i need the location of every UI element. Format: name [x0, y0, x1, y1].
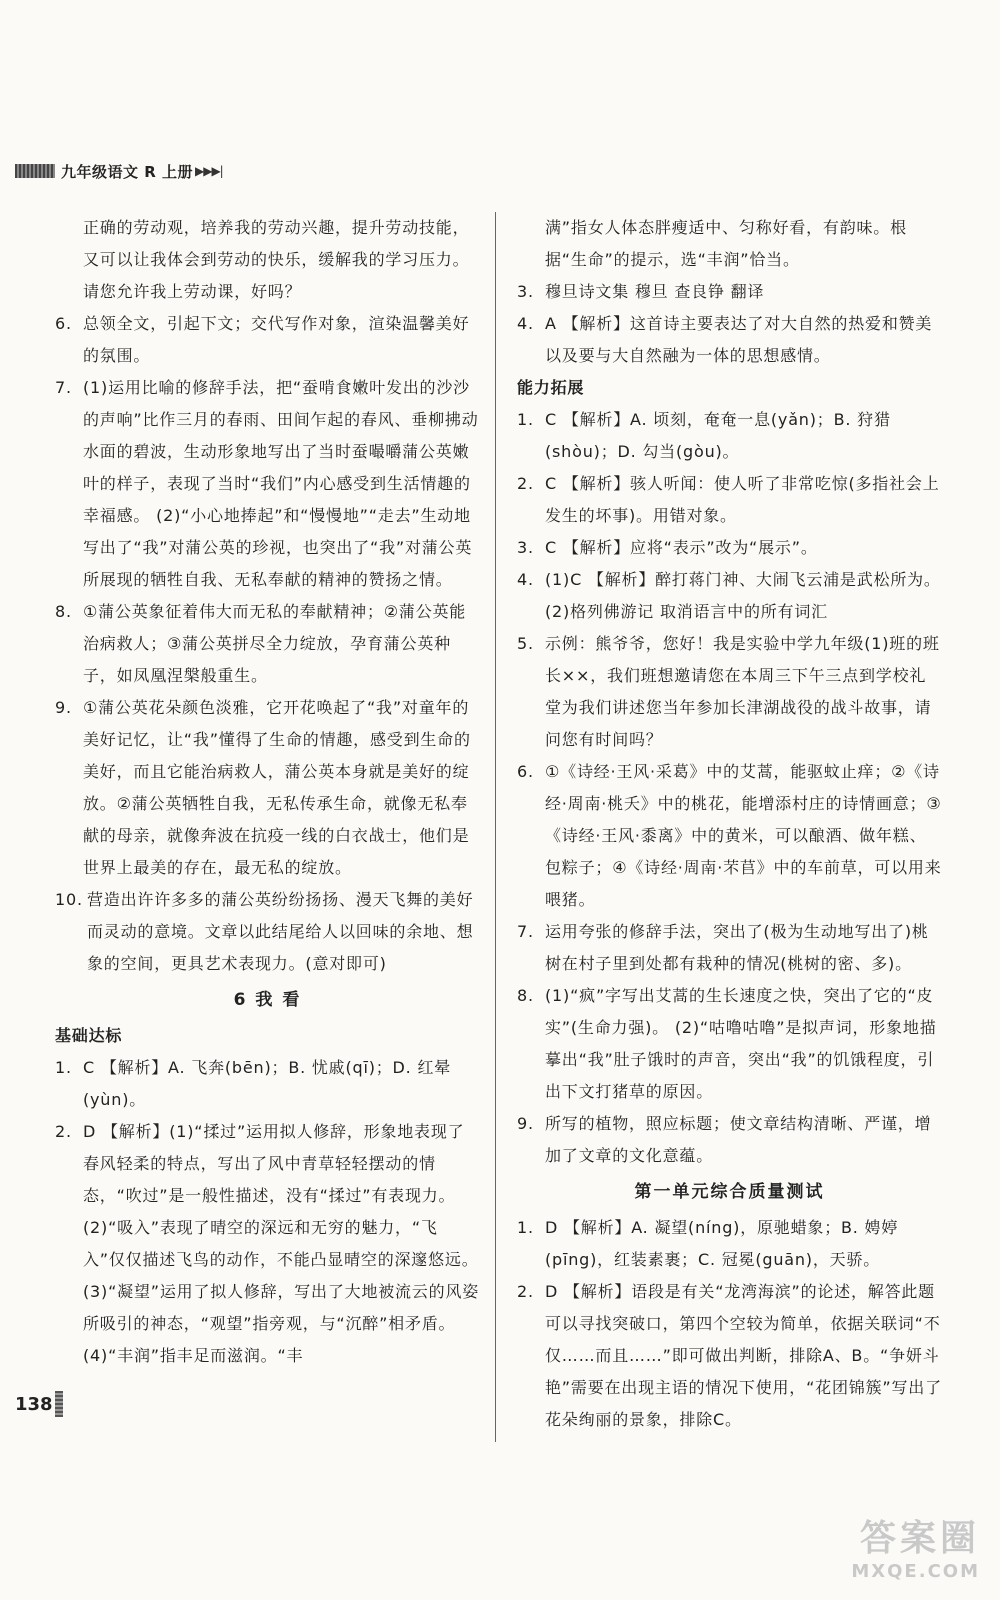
answer-list	[517, 276, 942, 372]
answer-item	[517, 1108, 942, 1172]
answer-text: 总领全文，引起下文；交代写作对象，渲染温馨美好的氛围。	[83, 314, 470, 365]
answer-text: A 【解析】这首诗主要表达了对大自然的热爱和赞美以及要与大自然融为一体的思想感情。	[545, 314, 933, 365]
watermark-bottom: MXQE.COM	[851, 1561, 980, 1582]
answer-item	[517, 404, 942, 468]
answer-item	[517, 276, 942, 308]
answer-item	[517, 980, 942, 1108]
right-column	[517, 212, 942, 1436]
page-number-text: 138	[15, 1393, 53, 1415]
answer-text: D 【解析】语段是有关“龙湾海滨”的论述，解答此题可以寻找突破口，第四个空较为简单，依据关联词“不仅……而且……”即可做出判断，排除A、B。“争妍斗艳”需要在出现主语的情况下使用，“花团锦簇”写出了花朵绚丽的景象，排除C。	[545, 1282, 942, 1429]
header-arrows-icon: ▶▶▶|	[195, 164, 223, 178]
answer-list	[55, 1052, 480, 1372]
answer-number: 3.	[517, 282, 534, 301]
answer-item	[517, 628, 942, 756]
lesson-title: 6 我 看	[233, 990, 302, 1010]
answer-number: 7.	[55, 378, 72, 397]
answer-item	[517, 564, 942, 628]
answer-text: ①《诗经·王风·采葛》中的艾蒿，能驱蚊止痒；②《诗经·周南·桃夭》中的桃花，能增添村庄的诗情画意；③《诗经·王风·黍离》中的黄米，可以酿酒、做年糕、包粽子；④《诗经·周南·芣苢》中的车前草，可以用来喂猪。	[545, 762, 942, 909]
answer-text: 运用夸张的修辞手法，突出了(极为生动地写出了)桃树在村子里到处都有栽种的情况(桃树的密、多)。	[545, 922, 929, 973]
page-number	[15, 1390, 63, 1418]
unit-test-title: 第一单元综合质量测试	[634, 1182, 825, 1202]
answer-number: 9.	[55, 698, 72, 717]
continued-text: 正确的劳动观，培养我的劳动兴趣，提升劳动技能，又可以让我体会到劳动的快乐，缓解我的学习压力。请您允许我上劳动课，好吗？	[83, 218, 470, 301]
answer-number: 2.	[55, 1122, 72, 1141]
answer-list	[517, 1212, 942, 1436]
answer-number: 10.	[55, 890, 83, 909]
section-heading: 基础达标	[55, 1026, 123, 1045]
answer-number: 3.	[517, 538, 534, 557]
answer-text: (1)运用比喻的修辞手法，把“蚕啃食嫩叶发出的沙沙的声响”比作三月的春雨、田间乍起的春风、垂柳拂动水面的碧波，生动形象地写出了当时蚕嘬嚼蒲公英嫩叶的样子，表现了当时“我们”内心感受到生活情趣的幸福感。 (2)“小心地捧起”和“慢慢地”“走去”生动地写出了“我”对蒲公英的珍视，也突出了“我”对蒲公英所展现的牺牲自我、无私奉献的精神的赞扬之情。	[83, 378, 479, 589]
answer-number: 6.	[55, 314, 72, 333]
answer-item	[517, 916, 942, 980]
answer-item	[517, 468, 942, 532]
answer-item	[55, 1116, 480, 1372]
header-bar-icon	[15, 164, 55, 178]
answer-text: C 【解析】A. 飞奔(bēn)；B. 忧戚(qī)；D. 红晕(yùn)。	[83, 1058, 452, 1109]
answer-number: 6.	[517, 762, 534, 781]
answer-item	[517, 756, 942, 916]
answer-number: 9.	[517, 1114, 534, 1133]
answer-number: 7.	[517, 922, 534, 941]
answer-item	[55, 372, 480, 596]
answer-item	[55, 692, 480, 884]
answer-item	[55, 1052, 480, 1116]
answer-item	[55, 884, 480, 980]
page-number-bar-icon	[55, 1391, 63, 1417]
watermark-top: 答案圈	[859, 1518, 980, 1559]
answer-item	[517, 308, 942, 372]
answer-text: C 【解析】应将“表示”改为“展示”。	[545, 538, 818, 557]
watermark-logo	[851, 1510, 980, 1582]
answer-number: 2.	[517, 474, 534, 493]
answer-text: (1)C 【解析】醉打蒋门神、大闹飞云浦是武松所为。 (2)格列佛游记 取消语言中的所有词汇	[545, 570, 941, 621]
answer-number: 1.	[55, 1058, 72, 1077]
answer-item	[55, 308, 480, 372]
answer-number: 1.	[517, 410, 534, 429]
answer-number: 8.	[517, 986, 534, 1005]
answer-text: 示例：熊爷爷，您好！我是实验中学九年级(1)班的班长××，我们班想邀请您在本周三下午三点到学校礼堂为我们讲述您当年参加长津湖战役的战斗故事，请问您有时间吗？	[545, 634, 940, 749]
answer-item	[517, 532, 942, 564]
answer-text: 穆旦诗文集 穆旦 查良铮 翻译	[545, 282, 765, 301]
answer-text: C 【解析】A. 顷刻，奄奄一息(yǎn)；B. 狩猎(shòu)；D. 勾当(gòu)。	[545, 410, 891, 461]
column-divider	[495, 212, 496, 1442]
answer-text: ①蒲公英象征着伟大而无私的奉献精神；②蒲公英能治病救人；③蒲公英拼尽全力绽放，孕育蒲公英种子，如凤凰涅槃般重生。	[83, 602, 467, 685]
answer-item	[517, 1276, 942, 1436]
answer-text: 所写的植物，照应标题；使文章结构清晰、严谨，增加了文章的文化意蕴。	[545, 1114, 932, 1165]
left-column	[55, 212, 480, 1372]
answer-number: 1.	[517, 1218, 534, 1237]
answer-text: (1)“疯”字写出艾蒿的生长速度之快，突出了它的“皮实”(生命力强)。 (2)“咕噜咕噜”是拟声词，形象地描摹出“我”肚子饿时的声音，突出“我”的饥饿程度，引出下文打猪草的原因。	[545, 986, 937, 1101]
answer-list	[517, 404, 942, 1172]
answer-number: 8.	[55, 602, 72, 621]
answer-text: 营造出许许多多的蒲公英纷纷扬扬、漫天飞舞的美好而灵动的意境。文章以此结尾给人以回味的余地、想象的空间，更具艺术表现力。(意对即可)	[87, 890, 474, 973]
answer-item	[517, 1212, 942, 1276]
answer-number: 4.	[517, 314, 534, 333]
section-heading: 能力拓展	[517, 378, 585, 397]
answer-number: 5.	[517, 634, 534, 653]
page-header	[15, 160, 223, 182]
answer-list	[55, 308, 480, 980]
answer-text: D 【解析】A. 凝望(níng)，原驰蜡象；B. 娉婷(pīng)，红装素裹；C. 冠冕(guān)，天骄。	[545, 1218, 899, 1269]
answer-text: D 【解析】(1)“揉过”运用拟人修辞，形象地表现了春风轻柔的特点，写出了风中青草轻轻摆动的情态，“吹过”是一般性描述，没有“揉过”有表现力。(2)“吸入”表现了晴空的深远和无穷的魅力，“飞入”仅仅描述飞鸟的动作，不能凸显晴空的深邃悠远。(3)“凝望”运用了拟人修辞，写出了大地被流云的风姿所吸引的神态，“观望”指旁观，与“沉醉”相矛盾。(4)“丰润”指丰足而滋润。“丰	[83, 1122, 480, 1365]
answer-text: ①蒲公英花朵颜色淡雅，它开花唤起了“我”对童年的美好记忆，让“我”懂得了生命的情趣，感受到生命的美好，而且它能治病救人，蒲公英本身就是美好的绽放。②蒲公英牺牲自我，无私传承生命，就像无私奉献的母亲，就像奔波在抗疫一线的白衣战士，他们是世界上最美的存在，最无私的绽放。	[83, 698, 471, 877]
answer-number: 2.	[517, 1282, 534, 1301]
answer-number: 4.	[517, 570, 534, 589]
header-title: 九年级语文 R 上册	[61, 162, 193, 181]
answer-item	[55, 596, 480, 692]
continued-text: 满”指女人体态胖瘦适中、匀称好看，有韵味。根据“生命”的提示，选“丰润”恰当。	[545, 218, 907, 269]
answer-text: C 【解析】骇人听闻：使人听了非常吃惊(多指社会上发生的坏事)。用错对象。	[545, 474, 940, 525]
